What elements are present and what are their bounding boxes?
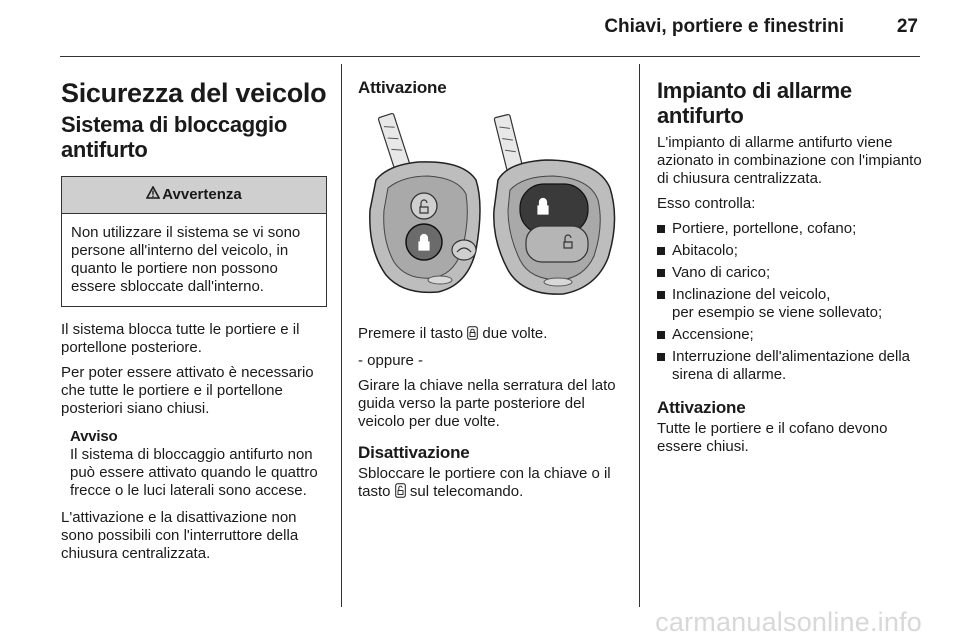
heading-attivazione-alarm: Attivazione [657,398,746,417]
bullet-square-icon [657,331,665,339]
heading-alarm-line2: antifurto [657,103,744,128]
bullet-square-icon [657,269,665,277]
column-divider-1 [341,64,342,607]
unlock-text-after: sul telecomando. [409,483,524,500]
lock-button-icon [467,326,478,345]
paragraph-intro: L'impianto di allarme antifurto viene azionato in combinazione con l'impianto di chiusura centralizzata. [657,134,922,187]
subsection-heading-line1: Sistema di bloccaggio [61,112,287,137]
column-3 [657,66,923,463]
list-item: Accensione; [657,326,923,344]
unlock-text-before: Sbloccare le portiere con la chiave o il tasto [358,465,611,500]
note-text: Il sistema di bloccaggio antifurto non può essere attivato quando le quattro frecce o le luci laterali sono accese. [70,446,318,499]
paragraph: Il sistema blocca tutte le portiere e il portellone posteriore. [61,321,300,356]
paragraph-turn-key: Girare la chiave nella serratura del lato guida verso la parte posteriore del veicolo per due volte. [358,377,616,430]
remote-key-fobs-illustration [358,110,624,315]
page-number: 27 [896,16,918,37]
list-item: Interruzione dell'alimentazione della sirena di allarme. [657,348,923,384]
warning-title: Avvertenza [162,186,242,203]
paragraph: Per poter essere attivato è necessario che tutte le portiere e il portellone posteriori siano chiusi. [61,364,314,417]
column-2 [358,66,624,510]
paragraph-oppure: - oppure - [358,352,424,369]
chapter-title: Chiavi, portiere e finestrini [604,16,844,37]
warning-text: Non utilizzare il sistema se vi sono persone all'interno del veicolo, in quanto le portiere non possono essere sbloccate dall'interno. [71,224,301,295]
warning-header [62,177,326,214]
controls-list [657,220,923,384]
heading-disattivazione: Disattivazione [358,443,470,462]
paragraph: L'attivazione e la disattivazione non sono possibili con l'interruttore della chiusura centralizzata. [61,509,299,562]
column-1 [61,66,327,570]
note-title: Avviso [70,428,118,445]
header-rule [60,56,920,57]
heading-attivazione: Attivazione [358,78,447,97]
list-item: Inclinazione del veicolo, per esempio se viene sollevato; [657,286,923,322]
bullet-square-icon [657,291,665,299]
bullet-square-icon [657,353,665,361]
bullet-square-icon [657,247,665,255]
heading-alarm-line1: Impianto di allarme [657,78,852,103]
list-item: Vano di carico; [657,264,923,282]
list-item: Portiere, portellone, cofano; [657,220,923,238]
unlock-button-icon [395,483,406,503]
paragraph-press-button [358,325,624,345]
warning-triangle-icon [146,186,160,204]
paragraph-unlock [358,465,624,503]
list-item: Abitacolo; [657,242,923,260]
column-divider-2 [639,64,640,607]
section-heading: Sicurezza del veicolo [61,78,327,108]
note-box [61,428,327,500]
warning-box [61,176,327,307]
watermark: carmanualsonline.info [655,607,922,637]
subsection-heading [61,112,327,162]
controls-label: Esso controlla: [657,195,756,212]
paragraph-attivazione: Tutte le portiere e il cofano devono essere chiusi. [657,420,888,455]
press-text-before: Premere il tasto [358,325,464,342]
subsection-heading-line2: antifurto [61,137,148,162]
press-text-after: due volte. [482,325,548,342]
heading-alarm-system [657,78,923,128]
bullet-square-icon [657,225,665,233]
